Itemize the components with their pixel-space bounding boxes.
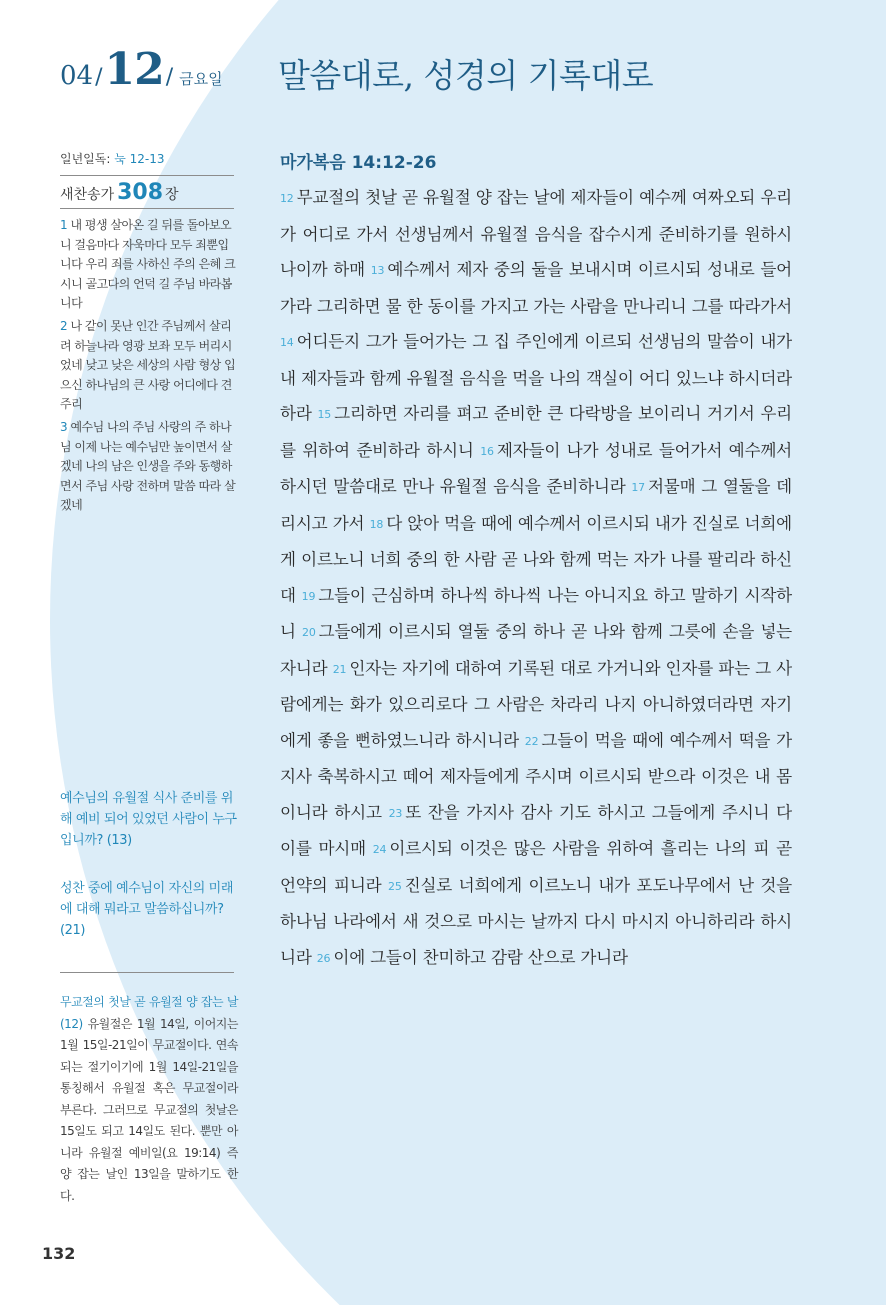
footnote-text: 유월절은 1월 14일, 이어지는 1월 15일-21일이 무교절이다. 연속 되는 절기이기에 1월 14일-21일을 통칭해서 유월절 혹은 무교절이라 부른다. 그러므로 무교절의 첫날은 15일도 되고 14일도 된다. 뿐만 아니라 유월절 예비일(요 19:14) 즉 양 잡는 날인 13일을 말하기도 한다. [60,1016,238,1203]
scripture-passage [280,180,792,976]
reading-plan-label: 일년일독: [60,152,111,166]
date-slash: / [95,65,103,90]
verse-text: 그들이 먹을 때에 예수께서 떡을 가지사 축복하시고 떼어 제자들에게 주시며 이르시되 받으라 이것은 내 몸이니라 하시고 [280,730,792,822]
hymn-lyrics [60,216,236,519]
reflection-question: 성찬 중에 예수님이 자신의 미래에 대해 뭐라고 말씀하십니까? (21) [60,881,233,938]
page-number: 132 [42,1244,76,1263]
verse-number: 24 [372,843,387,856]
verse-text: 저물매 그 열둘을 데리시고 가서 [280,477,792,533]
verse-number: 17 [631,481,645,494]
reflection-question: 예수님의 유월절 식사 준비를 위해 예비 되어 있었던 사람이 누구입니까? (13) [60,791,237,848]
hymn-label-suffix: 장 [165,187,179,203]
verse [317,948,628,967]
verse-number: 15 [317,408,332,421]
reading-plan [60,150,165,167]
footnote [60,992,238,1207]
verse-number: 13 [370,264,385,277]
date-day: 12 [104,44,164,95]
hymn-verse-text: 나 같이 못난 인간 주님께서 살리려 하늘나라 영광 보좌 모두 버리시었네 낮고 낮은 세상의 사람 형상 입으신 하나님의 큰 사랑 어디에다 견주리 [60,318,236,412]
verse-number: 14 [280,336,294,349]
verse-number: 12 [280,192,294,205]
divider [60,175,234,176]
verse-number: 23 [388,806,403,820]
page-title: 말씀대로, 성경의 기록대로 [278,56,654,95]
verse-text: 다 앉아 먹을 때에 예수께서 이르시되 내가 진실로 너희에게 이르노니 너희 중의 한 사람 곧 나와 함께 먹는 자가 나를 팔리라 하신대 [280,513,792,605]
verse-text: 그들이 근심하며 하나씩 하나씩 나는 아니지요 하고 말하기 시작하니 [280,585,792,641]
divider [60,972,234,973]
verse-text: 제자들이 나가 성내로 들어가서 예수께서 하시던 말씀대로 만나 유월절 음식을 준비하니라 [280,440,793,496]
verse-number: 22 [524,734,539,748]
date-weekday: 금요일 [179,70,223,88]
verse-text: 예수께서 제자 중의 둘을 보내시며 이르시되 성내로 들어가라 그리하면 물 한 동이를 가지고 가는 사람을 만나리니 그를 따라가서 [280,260,792,316]
verse-number: 16 [480,444,494,458]
verse-number: 19 [301,589,316,603]
verse-text: 무교절의 첫날 곧 유월절 양 잡는 날에 제자들이 예수께 여짜오되 우리가 어디로 가서 선생님께서 유월절 음식을 잡수시게 준비하기를 원하시나이까 하매 [280,188,792,279]
verse-number: 18 [369,517,384,531]
verse-number: 20 [302,626,316,639]
verse-text: 그들에게 이르시되 열둘 중의 하나 곧 나와 함께 그릇에 손을 넣는 자니라 [280,622,792,678]
verse-number: 21 [332,662,347,676]
hymn-verse [60,216,236,314]
verse-text: 또 잔을 가지사 감사 기도 하시고 그들에게 주시니 다 이를 마시매 [280,802,792,858]
hymn-heading [60,180,179,205]
reading-plan-ref: 눅 12-13 [114,152,165,166]
verse-text: 이에 그들이 찬미하고 감람 산으로 가니라 [333,947,628,967]
verse-text: 어디든지 그가 들어가는 그 집 주인에게 이르되 선생님의 말씀이 내가 내 제자들과 함께 유월절 음식을 먹을 나의 객실이 어디 있느냐 하시더라 하라 [280,332,792,423]
verse-text: 그리하면 자리를 펴고 준비한 큰 다락방을 보이리니 거기서 우리를 위하여 준비하라 하시니 [280,404,792,460]
verse-text: 인자는 자기에 대하여 기록된 대로 가거니와 인자를 파는 그 사람에게는 화가 있으리로다 그 사람은 차라리 나지 아니하였더라면 자기에게 좋을 뻔하였느니라 하시니라 [280,658,792,750]
footnote-term: 무교절의 첫날 곧 유월절 양 잡는 날(12) [60,995,238,1031]
hymn-verse-number: 3 [60,419,68,434]
verse-number: 26 [316,951,331,965]
verse-number: 25 [388,879,402,893]
passage-reference: 마가복음 14:12-26 [280,153,437,173]
hymn-verse-number: 1 [60,218,68,232]
date-slash: / [165,65,174,90]
hymn-verse [60,317,236,415]
hymn-label-prefix: 새찬송가 [60,187,115,203]
date-month: 04 [60,61,94,91]
verse-text: 진실로 너희에게 이르노니 내가 포도나무에서 난 것을 하나님 나라에서 새 것으로 마시는 날까지 다시 마시지 아니하리라 하시니라 [280,875,792,967]
divider [60,208,234,209]
hymn-number: 308 [117,180,164,205]
hymn-verse-number: 2 [60,318,68,333]
verse-text: 이르시되 이것은 많은 사람을 위하여 흘리는 나의 피 곧 언약의 피니라 [280,839,792,895]
hymn-verse-text: 내 평생 살아온 길 뒤를 돌아보오니 걸음마다 자욱마다 모두 죄뿐입니다 우리 죄를 사하신 주의 은혜 크시니 골고다의 언덕 길 주님 바라봅니다 [60,218,236,311]
hymn-verse-text: 예수님 나의 주님 사랑의 주 하나님 이제 나는 예수님만 높이면서 살겠네 나의 남은 인생을 주와 동행하면서 주님 사랑 전하며 말씀 따라 살겠네 [60,419,236,513]
hymn-verse [60,418,236,516]
date-header [60,44,223,95]
